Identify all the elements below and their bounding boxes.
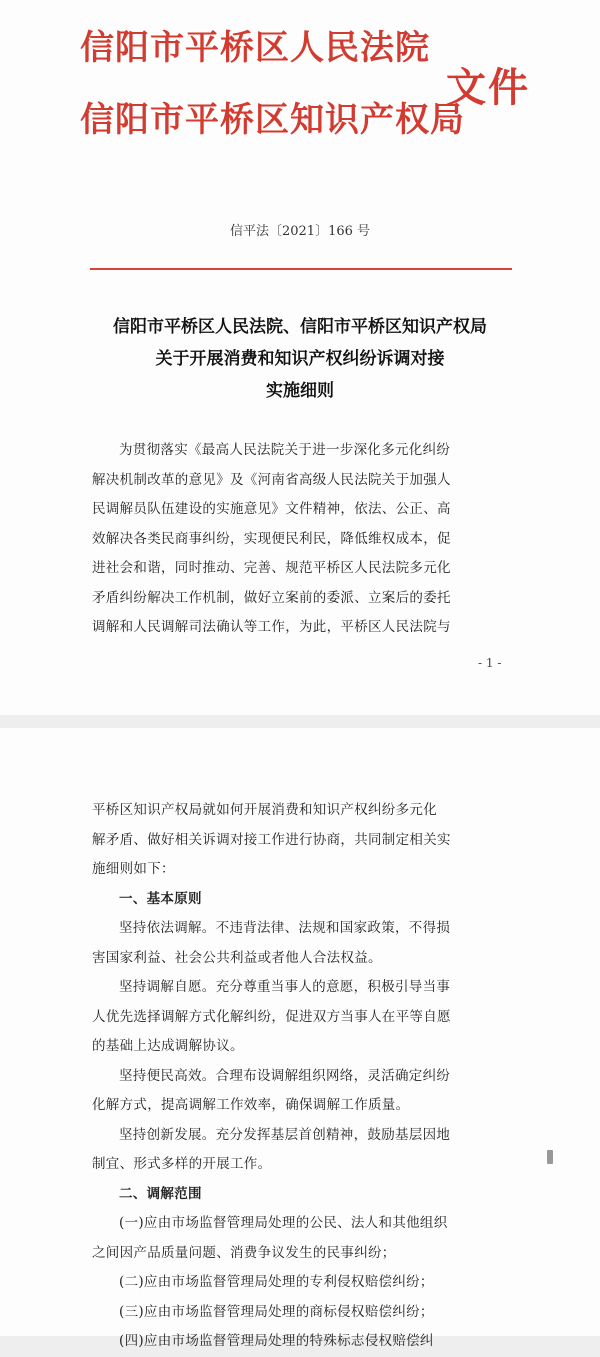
list-item: (二)应由市场监督管理局处理的专利侵权赔偿纠纷；: [119, 1274, 434, 1290]
body-line: 坚持调解自愿。充分尊重当事人的意愿，积极引导当事: [119, 979, 451, 995]
body-line: 平桥区知识产权局就如何开展消费和知识产权纠纷多元化: [92, 802, 437, 818]
header-issuer-court: 信阳市平桥区人民法院: [80, 28, 430, 68]
body-line: 民调解员队伍建设的实施意见》文件精神，依法、公正、高: [92, 501, 451, 517]
body-line: 之间因产品质量问题、消费争议发生的民事纠纷；: [92, 1244, 396, 1261]
list-item: (四)应由市场监督管理局处理的特殊标志侵权赔偿纠: [119, 1333, 434, 1349]
header-issuer-ip-bureau: 信阳市平桥区知识产权局: [80, 100, 465, 140]
body-line: 坚持便民高效。合理布设调解组织网络，灵活确定纠纷: [119, 1067, 451, 1084]
document-title-line-2: 关于开展消费和知识产权纠纷诉调对接: [155, 349, 445, 369]
body-line: 害国家利益、社会公共利益或者他人合法权益。: [92, 949, 382, 966]
header-document-label: 文件: [446, 65, 530, 111]
body-line: 进社会和谐，同时推动、完善、规范平桥区人民法院多元化: [92, 560, 451, 576]
list-item: (一)应由市场监督管理局处理的公民、法人和其他组织: [119, 1215, 448, 1231]
body-line: 的基础上达成调解协议。: [92, 1038, 244, 1054]
list-item: (三)应由市场监督管理局处理的商标侵权赔偿纠纷；: [119, 1303, 434, 1320]
body-line: 解决机制改革的意见》及《河南省高级人民法院关于加强人: [92, 471, 451, 488]
page1-body-text: [92, 436, 517, 643]
section-heading: 一、基本原则: [119, 890, 202, 907]
body-line: 效解决各类民商事纠纷，实现便民利民，降低维权成本，促: [92, 530, 451, 547]
body-line: 为贯彻落实《最高人民法院关于进一步深化多元化纠纷: [119, 442, 451, 458]
red-divider: [90, 268, 512, 270]
document-title-line-3: 实施细则: [266, 381, 334, 401]
body-line: 矛盾纠纷解决工作机制，做好立案前的委派、立案后的委托: [92, 589, 451, 606]
page-number: - 1 -: [478, 656, 502, 670]
body-line: 坚持依法调解。不违背法律、法规和国家政策，不得损: [119, 920, 451, 936]
margin-mark: [547, 1150, 553, 1164]
body-line: 人优先选择调解方式化解纠纷，促进双方当事人在平等自愿: [92, 1008, 451, 1025]
body-line: 坚持创新发展。充分发挥基层首创精神，鼓励基层因地: [119, 1126, 451, 1143]
page2-body-text: [92, 796, 517, 1357]
body-line: 施细则如下：: [92, 861, 175, 877]
document-number: 信平法〔2021〕166 号: [229, 224, 371, 239]
body-line: 调解和人民调解司法确认等工作，为此，平桥区人民法院与: [92, 619, 451, 635]
body-line: 化解方式，提高调解工作效率，确保调解工作质量。: [92, 1097, 410, 1113]
section-heading: 二、调解范围: [119, 1185, 202, 1202]
body-line: 制宜、形式多样的开展工作。: [92, 1156, 272, 1172]
document-title-line-1: 信阳市平桥区人民法院、信阳市平桥区知识产权局: [113, 317, 487, 337]
body-line: 解矛盾、做好相关诉调对接工作进行协商，共同制定相关实: [92, 831, 451, 848]
